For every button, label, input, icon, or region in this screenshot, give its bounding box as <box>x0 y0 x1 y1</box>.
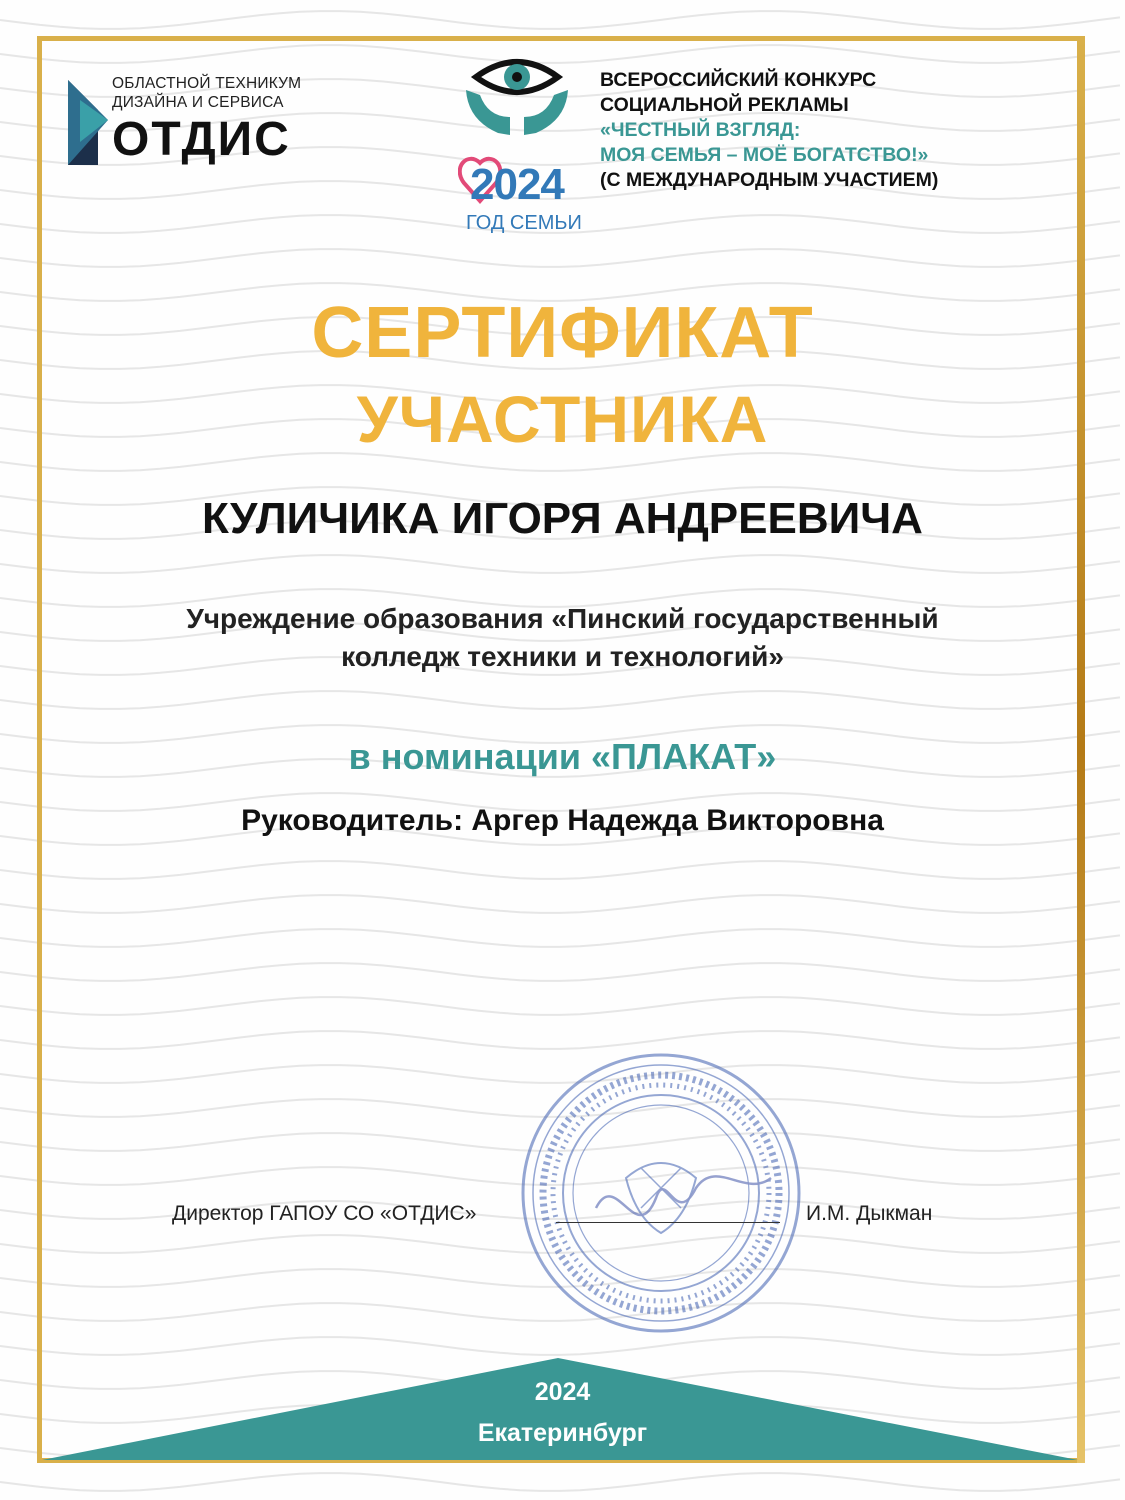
organizer-line2: ДИЗАЙНА И СЕРВИСА <box>112 94 284 111</box>
contest-line1: ВСЕРОССИЙСКИЙ КОНКУРС <box>600 69 877 91</box>
footer-city: Екатеринбург <box>477 1419 648 1447</box>
mentor: Руководитель: Аргер Надежда Викторовна <box>241 804 884 837</box>
certificate-title: СЕРТИФИКАТ <box>311 293 814 373</box>
nomination: в номинации «ПЛАКАТ» <box>348 736 777 777</box>
director-name: И.М. Дыкман <box>806 1202 933 1225</box>
contest-line3: «ЧЕСТНЫЙ ВЗГЛЯД: <box>600 119 801 141</box>
institution-line1: Учреждение образования «Пинский государственный <box>186 603 939 634</box>
certificate-subtitle: УЧАСТНИКА <box>356 382 769 456</box>
institution-line2: колледж техники и технологий» <box>341 641 784 672</box>
contest-line5: (С МЕЖДУНАРОДНЫМ УЧАСТИЕМ) <box>600 169 939 191</box>
family-year-caption: ГОД СЕМЬИ <box>466 212 582 234</box>
contest-line2: СОЦИАЛЬНОЙ РЕКЛАМЫ <box>600 94 849 116</box>
contest-line4: МОЯ СЕМЬЯ – МОЁ БОГАТСТВО!» <box>600 144 929 166</box>
footer-year: 2024 <box>534 1378 591 1406</box>
director-position: Директор ГАПОУ СО «ОТДИС» <box>172 1202 477 1225</box>
organizer-name: ОТДИС <box>112 113 291 166</box>
family-year-number: 2024 <box>470 160 564 209</box>
recipient-name: КУЛИЧИКА ИГОРЯ АНДРЕЕВИЧА <box>202 494 923 543</box>
organizer-line1: ОБЛАСТНОЙ ТЕХНИКУМ <box>112 75 302 92</box>
